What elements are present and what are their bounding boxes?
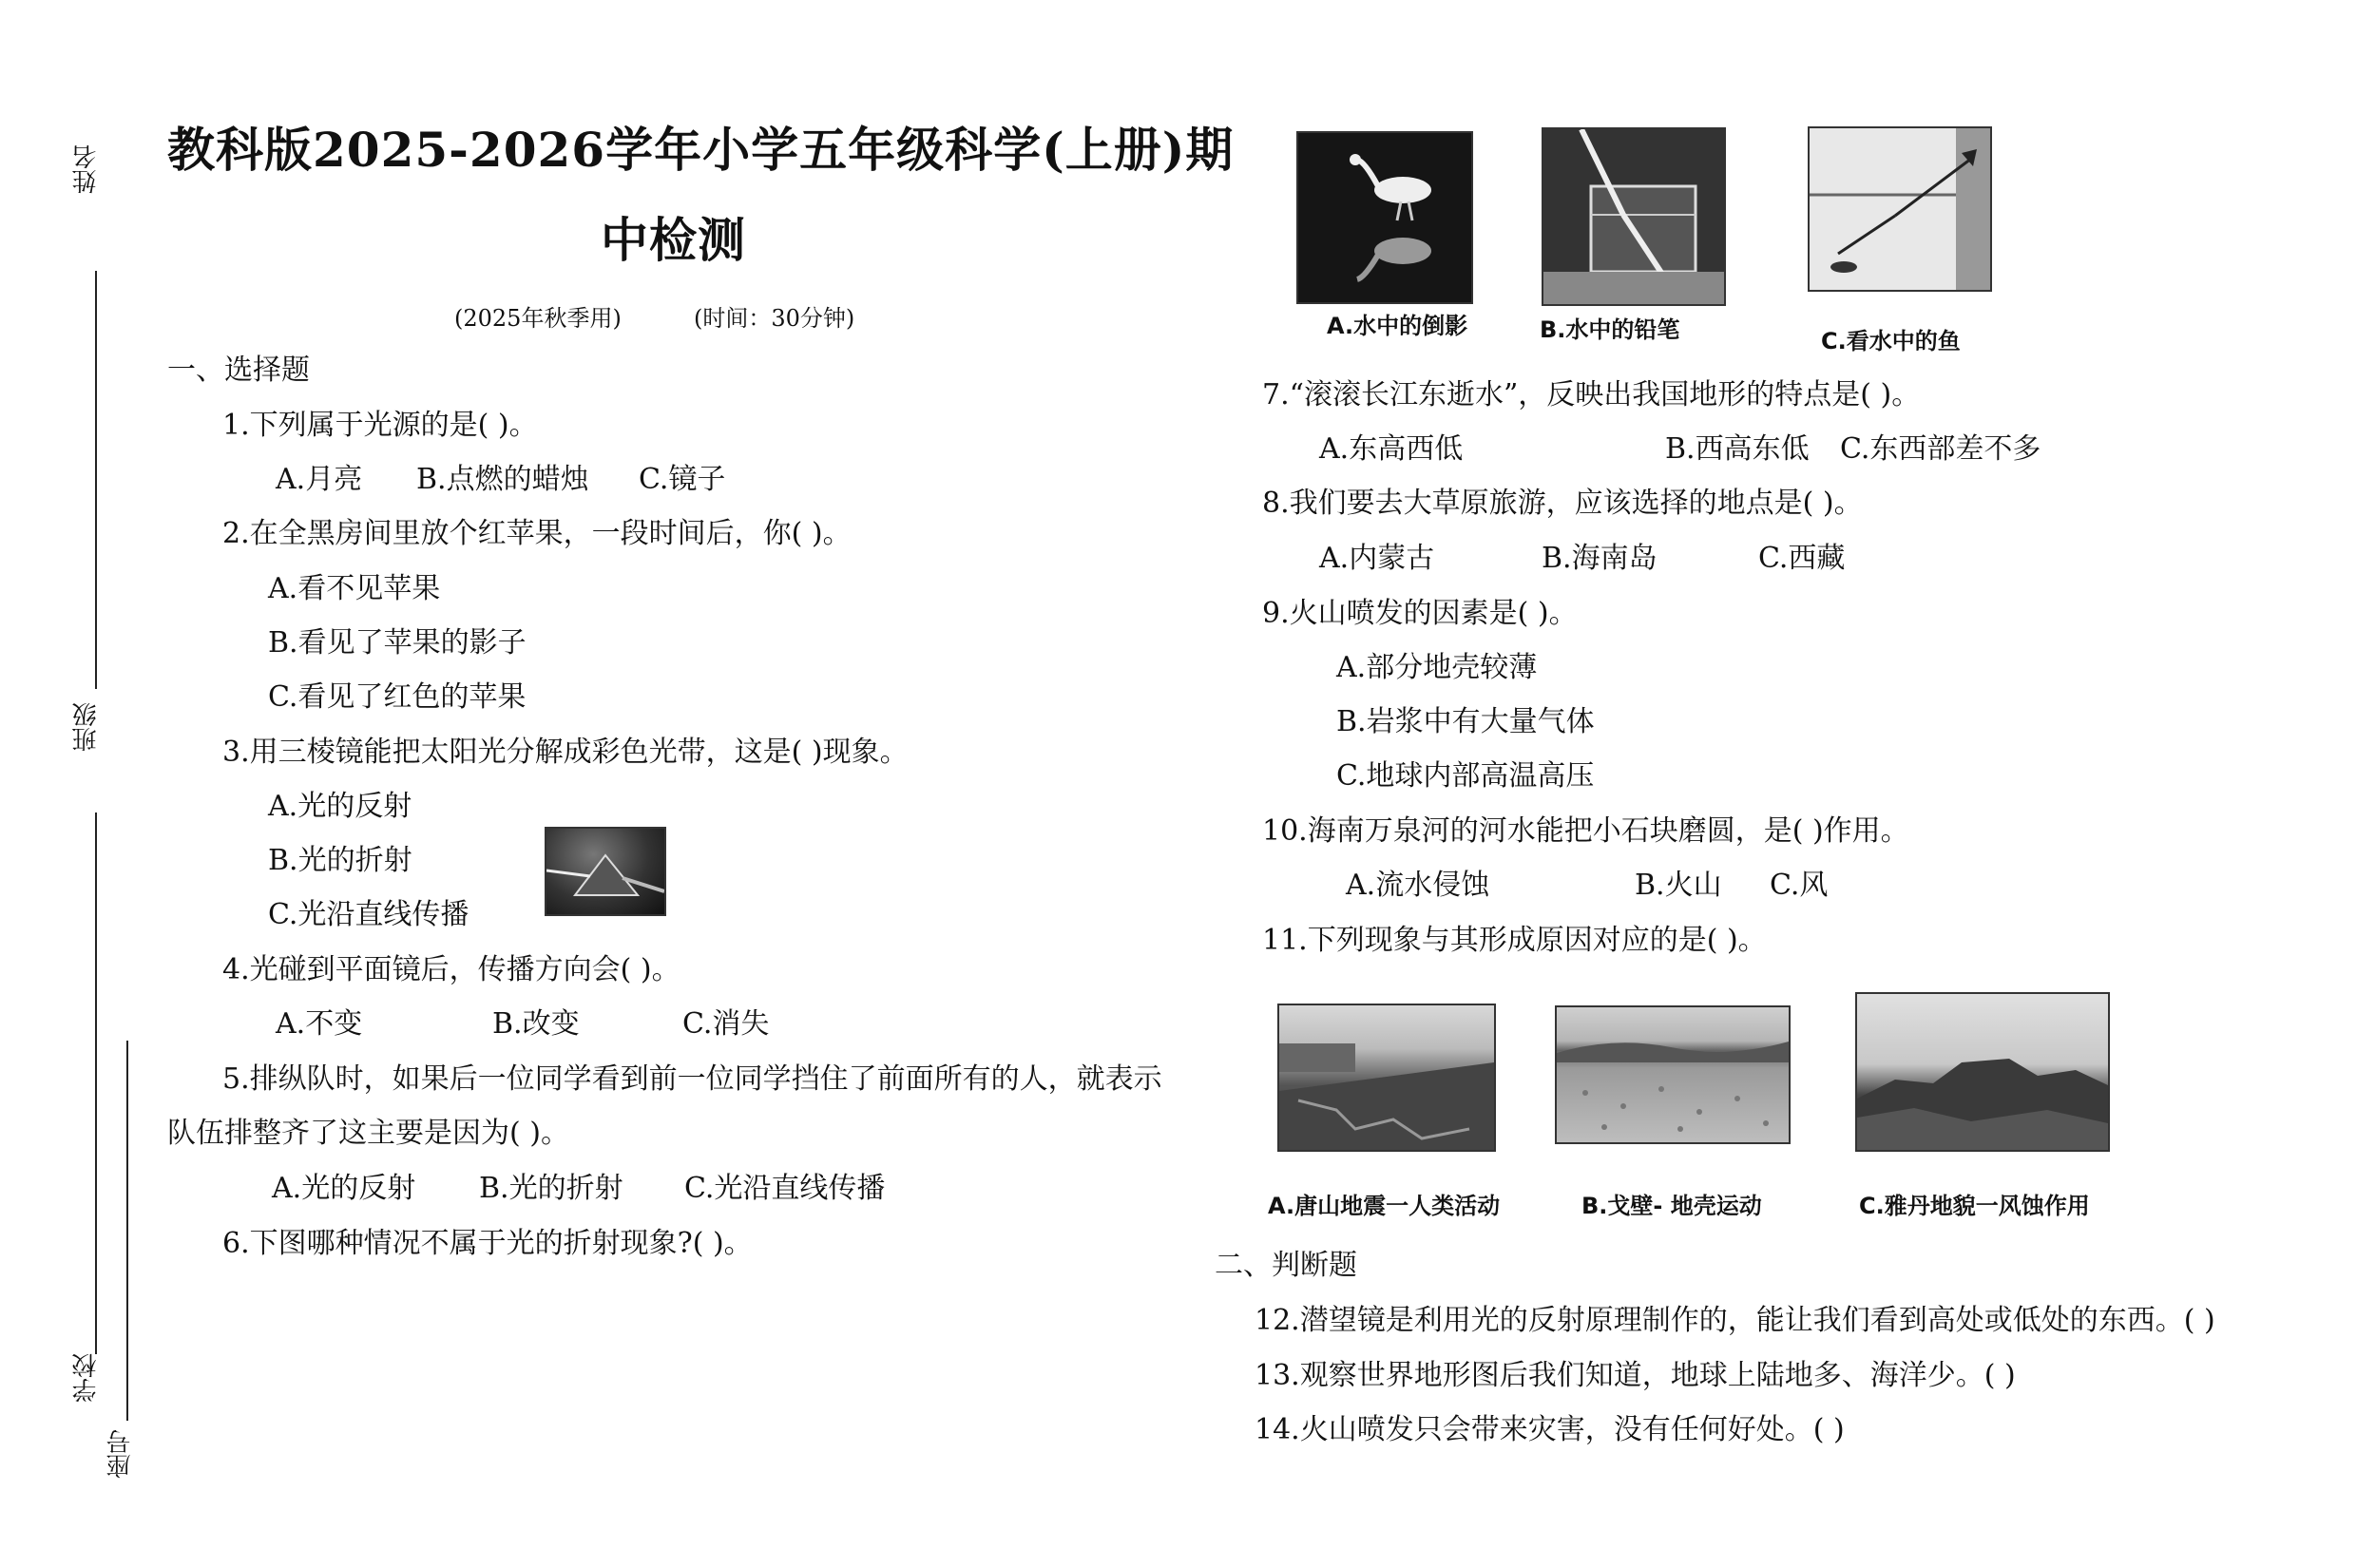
q12-statement: 12.潜望镜是利用光的反射原理制作的，能让我们看到高处或低处的东西。( ) bbox=[1255, 1304, 2215, 1337]
cracked-road-icon bbox=[1279, 1005, 1494, 1150]
q6-photo-egret-reflection bbox=[1296, 131, 1473, 304]
q6-caption-b: B.水中的铅笔 bbox=[1540, 316, 1680, 343]
q5-stem-line1: 5.排纵队时，如果后一位同学看到前一位同学挡住了前面所有的人，就表示 bbox=[222, 1062, 1162, 1096]
q5-stem-line2: 队伍排整齐了这主要是因为( )。 bbox=[167, 1117, 569, 1150]
school-label: 学校 bbox=[72, 1353, 101, 1403]
q10-stem: 10.海南万泉河的河水能把小石块磨圆，是( )作用。 bbox=[1262, 814, 1909, 848]
q9-stem: 9.火山喷发的因素是( )。 bbox=[1262, 597, 1578, 630]
q4-option-b: B.改变 bbox=[492, 1007, 580, 1041]
yardang-landform-icon bbox=[1857, 994, 2108, 1150]
q2-option-c: C.看见了红色的苹果 bbox=[268, 680, 527, 714]
exam-title-line1: 教科版2025-2026学年小学五年级科学(上册)期 bbox=[167, 122, 1235, 178]
q11-caption-b: B.戈壁- 地壳运动 bbox=[1581, 1193, 1762, 1219]
name-label: 姓名 bbox=[72, 144, 101, 194]
q6-caption-a: A.水中的倒影 bbox=[1327, 313, 1468, 339]
q6-stem: 6.下图哪种情况不属于光的折射现象?( )。 bbox=[222, 1227, 753, 1260]
class-line bbox=[95, 813, 97, 1354]
q11-caption-a: A.唐山地震一人类活动 bbox=[1268, 1193, 1501, 1219]
q6-diagram-fish-in-water bbox=[1808, 126, 1992, 292]
q3-option-a: A.光的反射 bbox=[268, 790, 412, 823]
q7-option-c: C.东西部差不多 bbox=[1840, 432, 2041, 466]
q2-option-b: B.看见了苹果的影子 bbox=[268, 626, 527, 660]
q10-option-b: B.火山 bbox=[1635, 869, 1722, 902]
q10-option-c: C.风 bbox=[1770, 869, 1829, 902]
seat-label: 座号 bbox=[106, 1429, 135, 1479]
q7-stem: 7.“滚滚长江东逝水”，反映出我国地形的特点是( )。 bbox=[1262, 378, 1921, 411]
q5-option-b: B.光的折射 bbox=[479, 1172, 623, 1205]
exam-time: (时间：30分钟) bbox=[694, 305, 855, 332]
q11-photo-yardang bbox=[1855, 992, 2110, 1152]
q11-caption-c: C.雅丹地貌一风蚀作用 bbox=[1859, 1193, 2090, 1219]
q2-stem: 2.在全黑房间里放个红苹果，一段时间后，你( )。 bbox=[222, 517, 852, 550]
q4-option-c: C.消失 bbox=[682, 1007, 770, 1041]
class-label: 班级 bbox=[72, 702, 101, 752]
q1-option-c: C.镜子 bbox=[639, 463, 726, 496]
egret-icon bbox=[1298, 133, 1471, 302]
q1-stem: 1.下列属于光源的是( )。 bbox=[222, 409, 538, 442]
q9-option-a: A.部分地壳较薄 bbox=[1336, 651, 1538, 684]
q11-photo-earthquake-road bbox=[1277, 1004, 1496, 1152]
fish-refraction-icon bbox=[1810, 128, 1990, 290]
q3-option-c: C.光沿直线传播 bbox=[268, 898, 469, 931]
name-line bbox=[95, 271, 97, 689]
exam-season: (2025年秋季用) bbox=[454, 305, 622, 332]
gobi-desert-icon bbox=[1557, 1007, 1789, 1142]
q3-option-b: B.光的折射 bbox=[268, 844, 412, 877]
q1-option-b: B.点燃的蜡烛 bbox=[416, 463, 589, 496]
q7-option-b: B.西高东低 bbox=[1665, 432, 1810, 466]
section2-heading: 二、判断题 bbox=[1215, 1249, 1357, 1282]
q6-caption-c: C.看水中的鱼 bbox=[1821, 328, 1961, 354]
q11-photo-gobi bbox=[1555, 1005, 1791, 1144]
q6-photo-pencil-in-water bbox=[1542, 127, 1726, 306]
q10-option-a: A.流水侵蚀 bbox=[1346, 869, 1490, 902]
q13-statement: 13.观察世界地形图后我们知道，地球上陆地多、海洋少。( ) bbox=[1255, 1359, 2016, 1392]
q4-stem: 4.光碰到平面镜后，传播方向会( )。 bbox=[222, 953, 680, 986]
prism-photo bbox=[545, 827, 666, 916]
q11-stem: 11.下列现象与其形成原因对应的是( )。 bbox=[1262, 924, 1767, 957]
seat-line bbox=[126, 1041, 128, 1421]
q8-option-a: A.内蒙古 bbox=[1319, 542, 1435, 575]
q9-option-b: B.岩浆中有大量气体 bbox=[1336, 705, 1595, 738]
q5-option-c: C.光沿直线传播 bbox=[684, 1172, 886, 1205]
q8-stem: 8.我们要去大草原旅游，应该选择的地点是( )。 bbox=[1262, 487, 1863, 520]
q3-stem: 3.用三棱镜能把太阳光分解成彩色光带，这是( )现象。 bbox=[222, 736, 909, 769]
q2-option-a: A.看不见苹果 bbox=[268, 572, 441, 605]
q8-option-b: B.海南岛 bbox=[1542, 542, 1658, 575]
exam-title-line2: 中检测 bbox=[601, 212, 746, 268]
q1-option-a: A.月亮 bbox=[276, 463, 363, 496]
q5-option-a: A.光的反射 bbox=[272, 1172, 416, 1205]
q7-option-a: A.东高西低 bbox=[1319, 432, 1464, 466]
q14-statement: 14.火山喷发只会带来灾害，没有任何好处。( ) bbox=[1255, 1413, 1845, 1446]
q9-option-c: C.地球内部高温高压 bbox=[1336, 759, 1595, 793]
pencil-in-glass-icon bbox=[1543, 129, 1724, 304]
section1-heading: 一、选择题 bbox=[167, 354, 310, 387]
q4-option-a: A.不变 bbox=[276, 1007, 363, 1041]
q8-option-c: C.西藏 bbox=[1758, 542, 1846, 575]
prism-icon bbox=[546, 829, 664, 914]
